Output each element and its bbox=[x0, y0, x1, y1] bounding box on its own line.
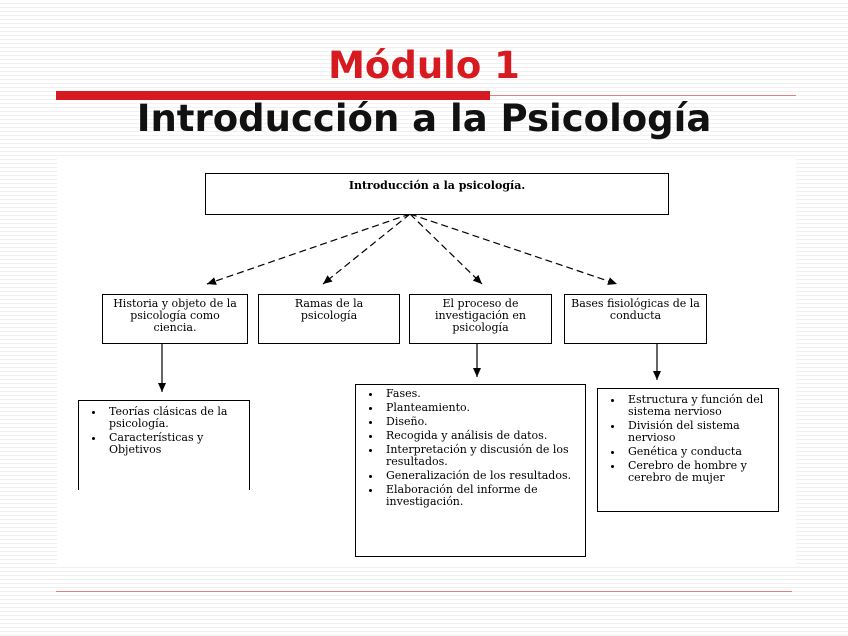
list-item: • Recogida y análisis de datos. bbox=[382, 430, 577, 442]
list-item: • Genética y conducta bbox=[624, 446, 770, 458]
details-historia-box bbox=[78, 400, 250, 490]
root-box: Introducción a la psicología. bbox=[205, 173, 669, 215]
concept-map bbox=[57, 156, 796, 564]
details-bases-box bbox=[597, 388, 779, 512]
title-divider-line bbox=[490, 95, 796, 96]
list-item: • Teorías clásicas de la psicología. bbox=[105, 406, 249, 430]
arrow-to-ramas bbox=[323, 214, 410, 284]
arrow-to-investigacion bbox=[410, 214, 482, 284]
list-item: • Interpretación y discusión de los resultados. bbox=[382, 444, 577, 468]
arrow-to-bases bbox=[410, 214, 617, 284]
branch-ramas-box: Ramas de la psicología bbox=[258, 294, 400, 344]
branch-investigacion-box: El proceso de investigación en psicología bbox=[409, 294, 552, 344]
list-item: • Fases. bbox=[382, 388, 577, 400]
list-item: • Estructura y función del sistema nervioso bbox=[624, 394, 770, 418]
list-item: • Elaboración del informe de investigación. bbox=[382, 484, 577, 508]
branch-bases-box: Bases fisiológicas de la conducta bbox=[564, 294, 707, 344]
slide-title-topic: Introducción a la Psicología bbox=[136, 97, 712, 140]
details-investigacion-box bbox=[355, 384, 586, 557]
list-item: • Cerebro de hombre y cerebro de mujer bbox=[624, 460, 770, 484]
list-item: • Diseño. bbox=[382, 416, 577, 428]
list-item: • Planteamiento. bbox=[382, 402, 577, 414]
list-item: • Generalización de los resultados. bbox=[382, 470, 577, 482]
list-item: • División del sistema nervioso bbox=[624, 420, 770, 444]
arrow-to-historia bbox=[207, 214, 410, 284]
branch-historia-box: Historia y objeto de la psicología como ciencia. bbox=[102, 294, 248, 344]
list-item: • Características y Objetivos bbox=[105, 432, 249, 456]
slide-title-module: Módulo 1 bbox=[328, 44, 520, 87]
footer-divider-line bbox=[56, 591, 792, 592]
